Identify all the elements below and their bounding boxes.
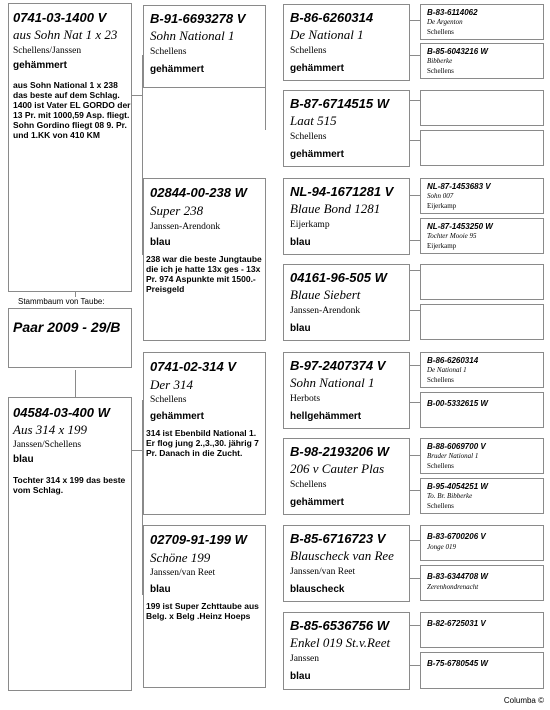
g3-6 (283, 525, 410, 602)
g3-6-breeder: Janssen/van Reet (290, 567, 356, 577)
g4-3 (420, 130, 544, 166)
g4-6 (420, 264, 544, 300)
g4-7 (420, 304, 544, 340)
g3-7-breeder: Janssen (290, 654, 320, 664)
mm-note: 199 ist Super Zchttaube aus Belg. x Belg .Heinz Hoeps (146, 601, 259, 621)
g4-11-breeder: Schellens (427, 502, 454, 510)
father-name: aus Sohn Nat 1 x 23 (13, 27, 118, 42)
g3-2 (283, 178, 410, 255)
g4-13-name: Zerenhondrenacht (427, 583, 479, 591)
g4-12 (420, 525, 544, 561)
mm-slot-upper (143, 352, 266, 515)
g4-0 (420, 4, 544, 40)
subject-note: Tochter 314 x 199 das beste vom Schlag. (13, 475, 126, 495)
g3-7-ring: B-85-6536756 W (290, 618, 389, 633)
mm-ring: 02709-91-199 W (150, 532, 247, 547)
g3-0-breeder: Schellens (290, 46, 327, 56)
g3-5-breeder: Schellens (290, 480, 327, 490)
g3-0 (283, 4, 410, 81)
g4-8-ring: B-86-6260314 (427, 356, 479, 365)
g4-4-name: Sohn 007 (427, 192, 454, 200)
g4-0-breeder: Schellens (427, 28, 454, 36)
father-ring: 0741-03-1400 V (13, 10, 107, 25)
ff-name: Sohn National 1 (150, 28, 235, 43)
father-breeder: Schellens/Janssen (13, 46, 82, 56)
g4-5 (420, 218, 544, 254)
g3-2-color: blau (290, 237, 311, 248)
g3-5-name: 206 v Cauter Plas (290, 461, 385, 476)
g3-2-name: Blaue Bond 1281 (290, 201, 381, 216)
father-color: gehämmert (13, 60, 67, 71)
g3-0-ring: B-86-6260314 (290, 10, 374, 25)
g3-2-breeder: Eijerkamp (290, 220, 330, 230)
g4-13-ring: B-83-6344708 W (427, 572, 488, 581)
g4-4 (420, 178, 544, 214)
g4-10 (420, 438, 544, 474)
subject-card (8, 397, 132, 691)
g4-15-ring: B-75-6780545 W (427, 659, 488, 668)
g3-1-name: Laat 515 (290, 113, 337, 128)
g3-3 (283, 264, 410, 341)
g4-1 (420, 43, 544, 79)
g3-5 (283, 438, 410, 515)
g3-0-name: De National 1 (290, 27, 364, 42)
g4-8-breeder: Schellens (427, 376, 454, 384)
father-card (8, 3, 132, 292)
fm-card (143, 178, 266, 341)
subject-color: blau (13, 454, 34, 465)
g3-7-color: blau (290, 671, 311, 682)
g3-6-name: Blauscheck van Ree (290, 548, 394, 563)
g4-8-name: De National 1 (427, 366, 467, 374)
g3-4-ring: B-97-2407374 V (290, 358, 386, 373)
g4-10-breeder: Schellens (427, 462, 454, 470)
g4-10-ring: B-88-6069700 V (427, 442, 486, 451)
mother-ring: 0741-02-314 V (150, 359, 237, 374)
g3-6-ring: B-85-6716723 V (290, 531, 386, 546)
stammbaum-label: Stammbaum von Taube: (18, 297, 105, 306)
g3-0-color: gehämmert (290, 63, 344, 74)
mother-note: 314 ist Ebenbild National 1. Er flog jung 2.,3.,30. jährig 7 Pr. Danach in die Zucht. (146, 428, 259, 458)
fm-ring: 02844-00-238 W (150, 185, 247, 200)
subject-name: Aus 314 x 199 (13, 422, 88, 437)
g3-3-color: blau (290, 323, 311, 334)
mm-card (143, 525, 266, 688)
mm-breeder: Janssen/van Reet (150, 568, 216, 578)
g4-0-ring: B-83-6114062 (427, 8, 478, 17)
g3-4 (283, 352, 410, 429)
g3-2-ring: NL-94-1671281 V (290, 184, 394, 199)
g4-14-ring: B-82-6725031 V (427, 619, 486, 628)
fm-breeder: Janssen-Arendonk (150, 222, 221, 232)
pair-label: Paar 2009 - 29/B (13, 319, 121, 335)
g4-15 (420, 652, 544, 689)
mother-breeder: Schellens (150, 395, 187, 405)
g3-4-breeder: Herbots (290, 394, 321, 404)
g4-11-ring: B-95-4054251 W (427, 482, 488, 491)
g3-3-ring: 04161-96-505 W (290, 270, 387, 285)
g4-4-ring: NL-87-1453683 V (427, 182, 491, 191)
g4-1-breeder: Schellens (427, 67, 454, 75)
g4-14 (420, 612, 544, 648)
g4-13 (420, 565, 544, 601)
g3-7 (283, 612, 410, 690)
fm-name: Super 238 (150, 203, 204, 218)
subject-breeder: Janssen/Schellens (13, 440, 82, 450)
fm-note: 238 war die beste Jungtaube die ich je hatte 13x ges - 13x Pr. 974 Aspunkte mit 1500.- Preisgeld (146, 254, 262, 294)
ff-breeder: Schellens (150, 47, 187, 57)
mother-name: Der 314 (150, 377, 193, 392)
ff-ring: B-91-6693278 V (150, 11, 246, 26)
fm-color: blau (150, 237, 171, 248)
mm-color: blau (150, 584, 171, 595)
g4-10-name: Bruder National 1 (427, 452, 479, 460)
g4-2 (420, 90, 544, 126)
father-note: aus Sohn National 1 x 238 das beste auf dem Schlag. 1400 ist Vater EL GORDO der 13 Pr. mit 1000,59 Asp. fliegt. Sohn Gordino fliegt 08 9. Pr. und 1.KK von 410 KM (13, 80, 131, 140)
copyright: Columba © (503, 696, 544, 705)
mm-name: Schöne 199 (150, 550, 211, 565)
g4-5-breeder: Eijerkamp (427, 242, 457, 250)
g3-5-color: gehämmert (290, 497, 344, 508)
g4-0-name: De Argenton (427, 18, 463, 26)
g4-5-name: Tochter Mooie 95 (427, 232, 477, 240)
g3-1-ring: B-87-6714515 W (290, 96, 389, 111)
g3-1-breeder: Schellens (290, 132, 327, 142)
g4-9 (420, 392, 544, 428)
subject-ring: 04584-03-400 W (13, 405, 110, 420)
g3-4-name: Sohn National 1 (290, 375, 375, 390)
g4-8 (420, 352, 544, 388)
g3-6-color: blauscheck (290, 584, 345, 595)
pair-box (8, 308, 132, 368)
g4-5-ring: NL-87-1453250 W (427, 222, 493, 231)
g4-11-name: To. Br. Bibberke (427, 492, 473, 500)
g4-1-ring: B-85-6043216 W (427, 47, 488, 56)
ff-card (143, 5, 266, 88)
g3-3-name: Blaue Siebert (290, 287, 361, 302)
g3-5-ring: B-98-2193206 W (290, 444, 389, 459)
mother-color: gehämmert (150, 411, 204, 422)
g4-4-breeder: Eijerkamp (427, 202, 457, 210)
g3-7-name: Enkel 019 St.v.Reet (290, 635, 391, 650)
g4-12-ring: B-83-6700206 V (427, 532, 486, 541)
g3-1 (283, 90, 410, 167)
ff-color: gehämmert (150, 64, 204, 75)
g4-9-ring: B-00-5332615 W (427, 399, 488, 408)
g4-12-name: Jonge 019 (427, 543, 456, 551)
g3-1-color: gehämmert (290, 149, 344, 160)
g4-1-name: Bibberke (427, 57, 453, 65)
g3-4-color: hellgehämmert (290, 411, 362, 422)
g4-11 (420, 478, 544, 514)
g3-3-breeder: Janssen-Arendonk (290, 306, 361, 316)
